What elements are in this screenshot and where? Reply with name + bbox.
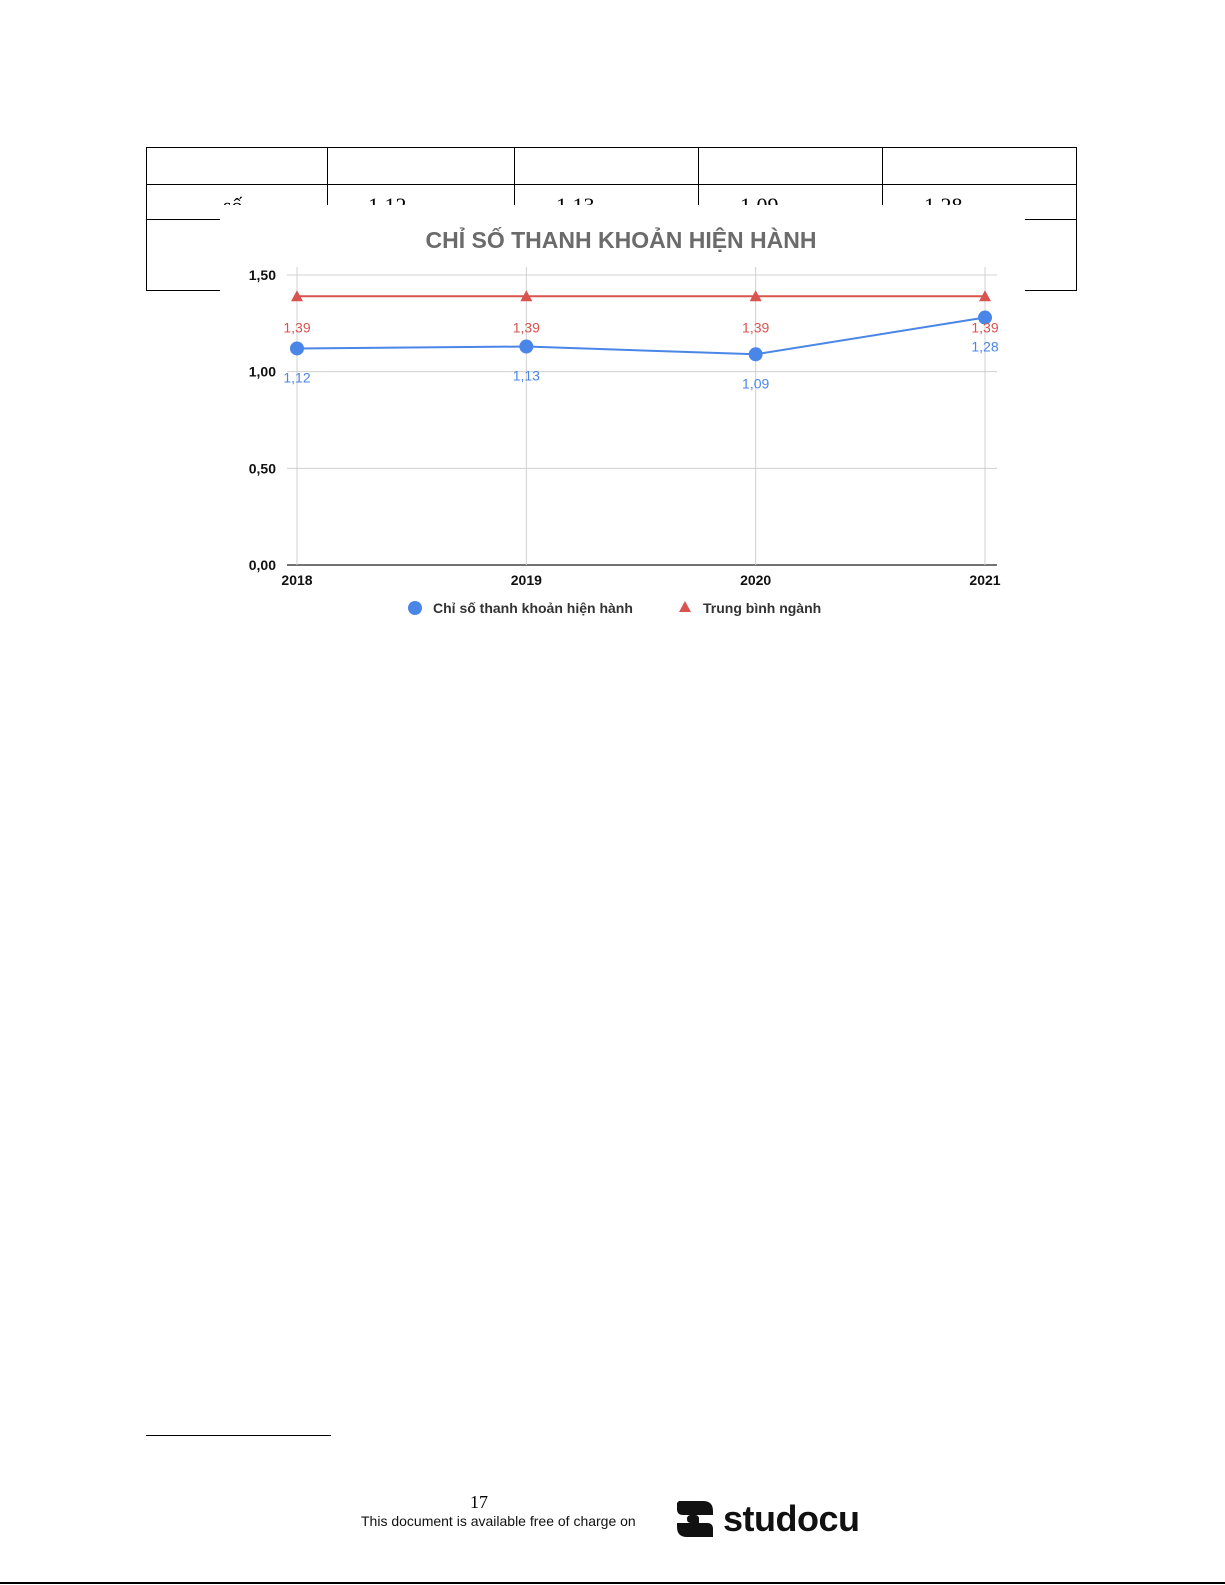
y-tick-label: 0,50 — [248, 460, 276, 477]
data-label: 1,13 — [512, 367, 540, 384]
availability-note: This document is available free of charge on — [361, 1513, 636, 1529]
legend-label: Trung bình ngành — [703, 600, 822, 616]
chart-data-labels — [283, 319, 998, 391]
data-label: 1,39 — [283, 319, 311, 336]
chart-title: CHỈ SỐ THANH KHOẢN HIỆN HÀNH — [425, 227, 817, 253]
y-tick-label: 1,50 — [248, 267, 276, 283]
table-border-top — [146, 147, 1077, 148]
chart-series — [290, 290, 992, 361]
data-label: 1,39 — [742, 319, 770, 336]
studocu-logo[interactable] — [673, 1495, 860, 1543]
legend-marker — [679, 601, 691, 612]
chart-grid — [249, 267, 1001, 588]
legend-marker — [408, 601, 422, 615]
line-chart — [220, 205, 1025, 635]
data-label: 1,39 — [971, 319, 999, 336]
table-border-right — [1076, 147, 1077, 291]
y-tick-label: 0,00 — [248, 557, 276, 573]
y-tick-label: 1,00 — [248, 363, 276, 380]
chart-image — [220, 205, 1025, 635]
page-bottom-border — [0, 1582, 1225, 1584]
data-label: 1,39 — [512, 319, 540, 336]
x-tick-label: 2018 — [281, 572, 313, 588]
data-point — [749, 347, 763, 361]
table-border-row — [146, 184, 1077, 185]
x-tick-label: 2021 — [969, 572, 1001, 588]
x-tick-label: 2019 — [510, 572, 542, 588]
studocu-logo-icon — [673, 1495, 717, 1543]
series-line — [297, 318, 985, 355]
data-label: 1,09 — [742, 375, 770, 392]
chart-legend — [408, 600, 821, 616]
table-border-left — [146, 147, 147, 291]
data-point — [519, 340, 533, 354]
legend-label: Chỉ số thanh khoản hiện hành — [433, 600, 633, 616]
data-label: 1,12 — [283, 369, 311, 386]
data-label: 1,28 — [971, 338, 999, 355]
x-tick-label: 2020 — [740, 572, 772, 588]
studocu-wordmark: studocu — [723, 1498, 860, 1539]
page-number: 17 — [470, 1492, 488, 1512]
data-point — [290, 341, 304, 355]
footnote-separator — [146, 1435, 331, 1436]
